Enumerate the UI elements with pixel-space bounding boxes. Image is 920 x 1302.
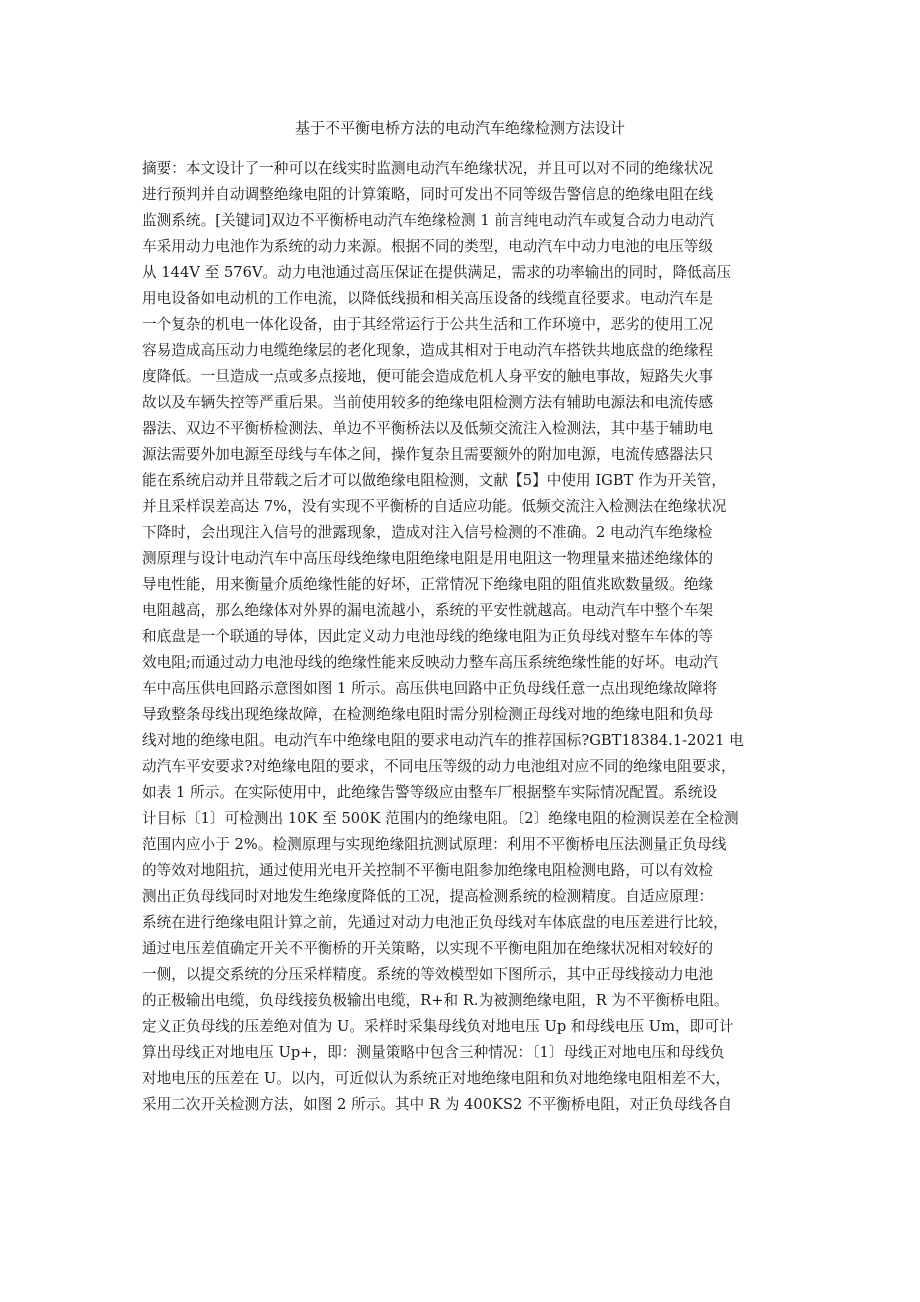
text-line: 线对地的绝缘电阻。电动汽车中绝缘电阻的要求电动汽车的推荐国标?GBT18384.1-2021 电 <box>142 732 744 749</box>
text-line: 和底盘是一个联通的导体，因此定义动力电池母线的绝缘电阻为正负母线对整车车体的等 <box>142 628 714 645</box>
text-line: 摘要：本文设计了一种可以在线实时监测电动汽车绝缘状况，并且可以对不同的绝缘状况 <box>142 160 714 177</box>
text-line: 系统在进行绝缘电阻计算之前，先通过对动力电池正负母线对车体底盘的电压差进行比较， <box>142 914 728 931</box>
text-line: 的正极输出电缆，负母线接负极输出电缆，R+和 R.为被测绝缘电阻，R 为不平衡桥电阻。 <box>142 992 729 1009</box>
text-line: 下降时，会出现注入信号的泄露现象，造成对注入信号检测的不准确。2 电动汽车绝缘检 <box>142 524 713 541</box>
text-line: 车采用动力电池作为系统的动力来源。根据不同的类型，电动汽车中动力电池的电压等级 <box>142 238 714 255</box>
text-line: 计目标〔1〕可检测出 10K 至 500K 范围内的绝缘电阻。〔2〕绝缘电阻的检测误差在全检测 <box>142 810 739 827</box>
text-line: 度降低。一旦造成一点或多点接地，便可能会造成危机人身平安的触电事故，短路失火事 <box>142 368 714 385</box>
text-line: 故以及车辆失控等严重后果。当前使用较多的绝缘电阻检测方法有辅助电源法和电流传感 <box>142 394 714 411</box>
text-line: 源法需要外加电源至母线与车体之间，操作复杂且需要额外的附加电源，电流传感器法只 <box>142 446 714 463</box>
text-line: 车中高压供电回路示意图如图 1 所示。高压供电回路中正负母线任意一点出现绝缘故障将 <box>142 680 718 697</box>
text-line: 导致整条母线出现绝缘故障，在检测绝缘电阻时需分别检测正母线对地的绝缘电阻和负母 <box>142 706 714 723</box>
text-line: 能在系统启动并且带载之后才可以做绝缘电阻检测，文献【5】中使用 IGBT 作为开关管， <box>142 472 726 489</box>
text-line: 电阻越高，那么绝缘体对外界的漏电流越小，系统的平安性就越高。电动汽车中整个车架 <box>142 602 714 619</box>
text-line: 效电阻;而通过动力电池母线的绝缘性能来反映动力整车高压系统绝缘性能的好坏。电动汽 <box>142 654 719 671</box>
text-line: 范围内应小于 2%。检测原理与实现绝缘阻抗测试原理：利用不平衡桥电压法测量正负母线 <box>142 836 727 853</box>
text-line: 测原理与设计电动汽车中高压母线绝缘电阻绝缘电阻是用电阻这一物理量来描述绝缘体的 <box>142 550 714 567</box>
text-line: 动汽车平安要求?对绝缘电阻的要求，不同电压等级的动力电池组对应不同的绝缘电阻要求， <box>142 758 736 775</box>
text-line: 通过电压差值确定开关不平衡桥的开关策略，以实现不平衡电阻加在绝缘状况相对较好的 <box>142 940 714 957</box>
text-line: 监测系统。[关键词]双边不平衡桥电动汽车绝缘检测 1 前言纯电动汽车或复合动力电动汽 <box>142 212 715 229</box>
text-line: 用电设备如电动机的工作电流，以降低线损和相关高压设备的线缆直径要求。电动汽车是 <box>142 290 714 307</box>
text-line: 采用二次开关检测方法，如图 2 所示。其中 R 为 400KS2 不平衡桥电阻，对正负母线各自 <box>142 1096 733 1113</box>
text-line: 容易造成高压动力电缆绝缘层的老化现象，造成其相对于电动汽车搭铁共地底盘的绝缘程 <box>142 342 714 359</box>
text-line: 一个复杂的机电一体化设备，由于其经常运行于公共生活和工作环境中，恶劣的使用工况 <box>142 316 714 333</box>
text-line: 的等效对地阻抗，通过使用光电开关控制不平衡电阻参加绝缘电阻检测电路，可以有效检 <box>142 862 714 879</box>
document-body <box>142 156 782 1118</box>
text-line: 器法、双边不平衡桥检测法、单边不平衡桥法以及低频交流注入检测法，其中基于辅助电 <box>142 420 714 437</box>
text-line: 如表 1 所示。在实际使用中，此绝缘告警等级应由整车厂根据整车实际情况配置。系统设 <box>142 784 718 801</box>
document-title: 基于不平衡电桥方法的电动汽车绝缘检测方法设计 <box>294 119 625 137</box>
text-line: 定义正负母线的压差绝对值为 U。采样时采集母线负对地电压 Up 和母线电压 Um，即可计 <box>142 1018 734 1035</box>
text-line: 算出母线正对地电压 Up+，即：测量策略中包含三种情况：〔1〕母线正对地电压和母线负 <box>142 1044 725 1061</box>
text-line: 测出正负母线同时对地发生绝缘度降低的工况，提高检测系统的检测精度。自适应原理： <box>142 888 714 905</box>
text-line: 从 144V 至 576V。动力电池通过高压保证在提供满足，需求的功率输出的同时，降低高压 <box>142 264 732 281</box>
text-line: 进行预判并自动调整绝缘电阻的计算策略，同时可发出不同等级告警信息的绝缘电阻在线 <box>142 186 714 203</box>
text-line: 对地电压的压差在 U。以内，可近似认为系统正对地绝缘电阻和负对地绝缘电阻相差不大， <box>142 1070 731 1087</box>
text-line: 一侧，以提交系统的分压采样精度。系统的等效模型如下图所示，其中正母线接动力电池 <box>142 966 714 983</box>
text-line: 导电性能，用来衡量介质绝缘性能的好坏，正常情况下绝缘电阻的阻值兆欧数量级。绝缘 <box>142 576 714 593</box>
text-line: 并且采样误差高达 7%，没有实现不平衡桥的自适应功能。低频交流注入检测法在绝缘状况 <box>142 498 727 515</box>
